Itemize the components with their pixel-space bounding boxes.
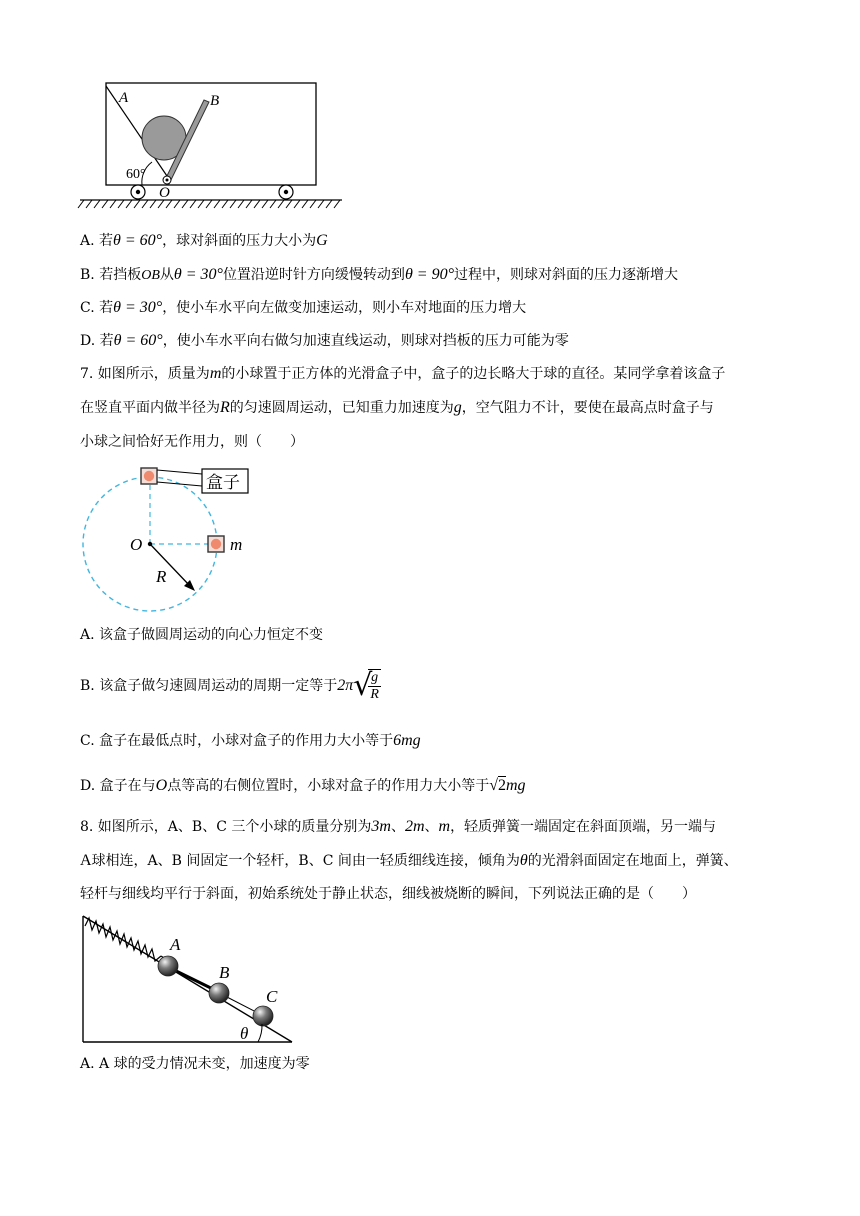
circle-figure [78, 460, 258, 615]
label-r: R [156, 567, 167, 586]
angle-label: 60° [126, 167, 146, 182]
label-o: O [159, 185, 170, 201]
q7-stem-line3: 小球之间恰好无作用力，则（ ） [80, 434, 304, 450]
q7-option-b: B. 该盒子做匀速圆周运动的周期一定等于2π√ $\frac{g}{R}$ [80, 668, 379, 703]
q7-stem-line2: 在竖直平面内做半径为R的匀速圆周运动，已知重力加速度为g，空气阻力不计，要使在最高点时盒子与 [80, 399, 714, 416]
q8-stem-line2: A球相连，A、B 间固定一个轻杆，B、C 间由一轻质细线连接，倾角为θ的光滑斜面固定在地面上，弹簧、 [80, 852, 738, 869]
incline-figure [78, 908, 298, 1048]
ball-a [158, 956, 178, 976]
sqrt-symbol: √ [353, 668, 373, 703]
ball-c [253, 1006, 273, 1026]
q7-option-a: A. 该盒子做圆周运动的向心力恒定不变 [80, 627, 324, 643]
q6-option-a: A. 若θ = 60°，球对斜面的压力大小为G [80, 232, 328, 249]
box-label: 盒子 [206, 473, 240, 493]
q6-option-c: C. 若θ = 30°，使小车水平向左做变加速运动，则小车对地面的压力增大 [80, 299, 527, 316]
q6-option-b: B. 若挡板OB从θ = 30°位置沿逆时针方向缓慢转动到θ = 90°过程中，则球对斜面的压力逐渐增大 [80, 266, 678, 283]
label-c: C [266, 987, 278, 1006]
q8-stem-line3: 轻杆与细线均平行于斜面，初始系统处于静止状态，细线被烧断的瞬间，下列说法正确的是（ ） [80, 886, 696, 902]
label-a: A [170, 935, 181, 954]
label-a: A [119, 90, 129, 106]
q8-stem-line1: 8. 如图所示，A、B、C 三个小球的质量分别为3m、2m、m，轻质弹簧一端固定在斜面顶端，另一端与 [80, 818, 717, 835]
label-b: B [210, 93, 220, 109]
label-theta: θ [240, 1024, 249, 1043]
cart-figure [76, 78, 352, 213]
ball-b [209, 983, 229, 1003]
q6-option-d: D. 若θ = 60°，使小车水平向右做匀加速直线运动，则球对挡板的压力可能为零 [80, 332, 569, 349]
q7-option-c: C. 盒子在最低点时，小球对盒子的作用力大小等于6mg [80, 732, 421, 749]
label-m: m [230, 535, 243, 554]
q7-option-d: D. 盒子在与O点等高的右侧位置时，小球对盒子的作用力大小等于√2mg [80, 777, 526, 794]
label-b: B [219, 963, 230, 982]
label-o: O [130, 535, 143, 554]
q8-option-a: A. A 球的受力情况未变，加速度为零 [80, 1056, 310, 1072]
q7-stem-line1: 7. 如图所示，质量为m的小球置于正方体的光滑盒子中，盒子的边长略大于球的直径。某同学拿着该盒子 [80, 365, 726, 382]
